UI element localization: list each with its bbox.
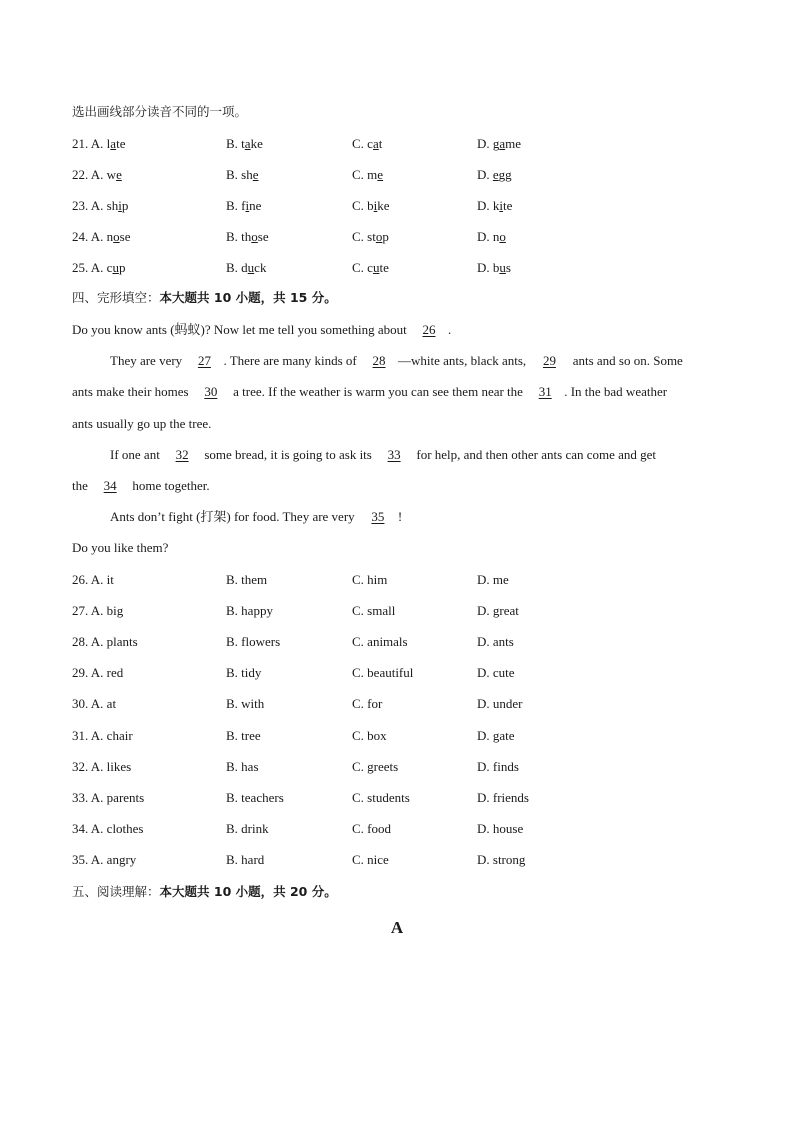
section5-heading-bold: 本大题共 10 小题，共 20 分。 <box>159 884 337 899</box>
section5-heading-prefix: 五、阅读理解： <box>72 884 160 899</box>
option-text: 23. A. sh <box>72 198 119 213</box>
passage-text: ants make their homes <box>72 384 192 399</box>
option-d: D. ants <box>477 634 514 649</box>
underlined-letters: a <box>110 136 117 151</box>
option-a: 31. A. chair <box>72 728 133 743</box>
underlined-letters: e <box>252 167 259 182</box>
blank-27: 27 <box>197 353 211 368</box>
option-text: te <box>116 136 126 151</box>
option-d <box>477 197 512 215</box>
option-a: 34. A. clothes <box>72 821 144 836</box>
option-text: D. b <box>477 260 500 275</box>
option-c <box>352 259 389 277</box>
option-a: 29. A. red <box>72 665 124 680</box>
passage-text: ! <box>397 509 403 524</box>
underlined-letters: o <box>375 229 383 244</box>
section4-heading-prefix: 四、完形填空： <box>72 290 160 305</box>
option-text: se <box>257 229 269 244</box>
option-text: ck <box>254 260 267 275</box>
option-c: C. greets <box>352 759 399 774</box>
question-row <box>72 135 732 153</box>
question-row <box>72 727 732 745</box>
question-row <box>72 695 732 713</box>
option-text: gg <box>498 167 512 182</box>
option-d: D. friends <box>477 790 529 805</box>
option-c: C. animals <box>352 634 408 649</box>
option-d: D. cute <box>477 665 515 680</box>
underlined-letters: e <box>377 167 384 182</box>
blank-34: 34 <box>103 478 117 493</box>
passage-line-5 <box>110 446 656 464</box>
option-b: B. drink <box>226 821 269 836</box>
underlined-letters: u <box>247 260 255 275</box>
option-a <box>72 135 125 153</box>
question-row <box>72 228 732 246</box>
passage-line-4: ants usually go up the tree. <box>72 416 212 431</box>
blank-31: 31 <box>538 384 552 399</box>
option-b <box>226 135 263 153</box>
option-d <box>477 166 512 184</box>
blank-28: 28 <box>372 353 386 368</box>
section4-heading <box>72 289 337 307</box>
option-c: C. him <box>352 572 388 587</box>
option-a: 26. A. it <box>72 572 114 587</box>
option-text: ne <box>249 198 262 213</box>
section4-heading-bold: 本大题共 10 小题，共 15 分。 <box>159 290 337 305</box>
option-b: B. teachers <box>226 790 284 805</box>
passage-text: —white ants, black ants, <box>398 353 530 368</box>
passage-text: . There are many kinds of <box>223 353 361 368</box>
underlined-letters: a <box>372 136 379 151</box>
passage-text: . In the bad weather <box>564 384 668 399</box>
option-b: B. tree <box>226 728 261 743</box>
option-d <box>477 135 521 153</box>
question-row <box>72 851 732 869</box>
blank-29: 29 <box>542 353 556 368</box>
option-text: 25. A. c <box>72 260 113 275</box>
option-d: D. under <box>477 696 523 711</box>
underlined-letters: i <box>118 198 122 213</box>
option-d <box>477 259 511 277</box>
option-b: B. hard <box>226 852 265 867</box>
option-a: 35. A. angry <box>72 852 137 867</box>
option-text: B. f <box>226 198 246 213</box>
blank-32: 32 <box>175 447 189 462</box>
option-b <box>226 166 259 184</box>
option-text: C. b <box>352 198 374 213</box>
passage-text: . <box>447 322 452 337</box>
passage-text: home together. <box>129 478 210 493</box>
underlined-letters: a <box>499 136 506 151</box>
passage-text: for help, and then other ants can come and get <box>413 447 657 462</box>
option-text: s <box>505 260 511 275</box>
question-row <box>72 602 732 620</box>
option-c: C. beautiful <box>352 665 414 680</box>
underlined-letters: o <box>251 229 258 244</box>
option-text: B. t <box>226 136 245 151</box>
option-b <box>226 228 269 246</box>
option-text: C. st <box>352 229 376 244</box>
passage-line-1 <box>72 321 451 339</box>
option-b: B. happy <box>226 603 273 618</box>
underlined-letters: u <box>372 260 380 275</box>
option-d: D. finds <box>477 759 519 774</box>
option-c <box>352 166 383 184</box>
option-text: D. n <box>477 229 500 244</box>
option-text: B. sh <box>226 167 253 182</box>
option-c <box>352 197 390 215</box>
question-row <box>72 789 732 807</box>
underlined-letters: a <box>244 136 251 151</box>
option-d: D. me <box>477 572 509 587</box>
question-row <box>72 758 732 776</box>
option-b <box>226 197 261 215</box>
option-text: p <box>382 229 389 244</box>
option-b: B. tidy <box>226 665 262 680</box>
option-text: p <box>118 260 126 275</box>
passage-line-8: Do you like them? <box>72 540 169 555</box>
option-a <box>72 197 128 215</box>
option-b: B. them <box>226 572 268 587</box>
question-row <box>72 259 732 277</box>
option-text: p <box>121 198 129 213</box>
passage-text: ants and so on. Some <box>569 353 683 368</box>
passage-text: some bread, it is going to ask its <box>201 447 376 462</box>
option-b: B. has <box>226 759 259 774</box>
option-text: me <box>505 136 522 151</box>
option-c <box>352 228 389 246</box>
option-a <box>72 228 131 246</box>
option-a: 32. A. likes <box>72 759 132 774</box>
passage-text: They are very <box>110 353 186 368</box>
option-text: 24. A. n <box>72 229 114 244</box>
option-text: D. k <box>477 198 500 213</box>
option-d: D. house <box>477 821 524 836</box>
option-text: te <box>503 198 513 213</box>
option-text: t <box>378 136 383 151</box>
option-b <box>226 259 266 277</box>
option-d: D. gate <box>477 728 515 743</box>
option-text: C. m <box>352 167 378 182</box>
underlined-letters: u <box>112 260 119 275</box>
option-text: C. c <box>352 136 373 151</box>
passage-line-7 <box>110 508 402 526</box>
option-text: ke <box>250 136 263 151</box>
question-row <box>72 197 732 215</box>
blank-33: 33 <box>387 447 401 462</box>
underlined-letters: e <box>116 167 122 182</box>
question-row <box>72 571 732 589</box>
option-d <box>477 228 506 246</box>
option-c: C. box <box>352 728 387 743</box>
underlined-letters: o <box>499 229 506 244</box>
option-text: 22. A. w <box>72 167 117 182</box>
passage-line-6 <box>72 477 210 495</box>
underlined-letters: i <box>245 198 250 213</box>
section3-instruction: 选出画线部分读音不同的一项。 <box>72 104 248 119</box>
option-text: ke <box>377 198 390 213</box>
option-text: C. c <box>352 260 373 275</box>
passage-text: a tree. If the weather is warm you can see them near the <box>229 384 527 399</box>
option-a: 33. A. parents <box>72 790 145 805</box>
underlined-letters: i <box>499 198 504 213</box>
underlined-letters: i <box>373 198 378 213</box>
option-text: 21. A. l <box>72 136 111 151</box>
option-c: C. students <box>352 790 410 805</box>
passage-text: the <box>72 478 92 493</box>
option-a: 27. A. big <box>72 603 124 618</box>
question-row <box>72 633 732 651</box>
reading-part-label: A <box>390 918 404 937</box>
option-a <box>72 259 125 277</box>
option-c: C. small <box>352 603 396 618</box>
option-text: D. <box>477 167 493 182</box>
blank-35: 35 <box>371 509 385 524</box>
blank-30: 30 <box>204 384 218 399</box>
underlined-letters: e <box>492 167 499 182</box>
option-c: C. for <box>352 696 383 711</box>
option-a <box>72 166 122 184</box>
option-b: B. with <box>226 696 265 711</box>
option-text: B. d <box>226 260 248 275</box>
option-c: C. nice <box>352 852 389 867</box>
blank-26: 26 <box>422 322 436 337</box>
option-c <box>352 135 382 153</box>
option-b: B. flowers <box>226 634 281 649</box>
underlined-letters: o <box>113 229 120 244</box>
question-row <box>72 664 732 682</box>
option-c: C. food <box>352 821 391 836</box>
passage-text: Ants don’t fight (打架) for food. They are very <box>110 509 358 524</box>
option-text: B. th <box>226 229 252 244</box>
option-text: se <box>119 229 131 244</box>
passage-line-3 <box>72 383 667 401</box>
option-text: te <box>379 260 389 275</box>
option-d: D. strong <box>477 852 526 867</box>
option-a: 28. A. plants <box>72 634 138 649</box>
section5-heading <box>72 883 337 901</box>
option-text: D. g <box>477 136 500 151</box>
passage-text: If one ant <box>110 447 164 462</box>
option-a: 30. A. at <box>72 696 117 711</box>
question-row <box>72 166 732 184</box>
question-row <box>72 820 732 838</box>
passage-line-2 <box>110 352 683 370</box>
underlined-letters: u <box>499 260 506 275</box>
passage-text: Do you know ants (蚂蚁)? Now let me tell you something about <box>72 322 410 337</box>
option-d: D. great <box>477 603 519 618</box>
